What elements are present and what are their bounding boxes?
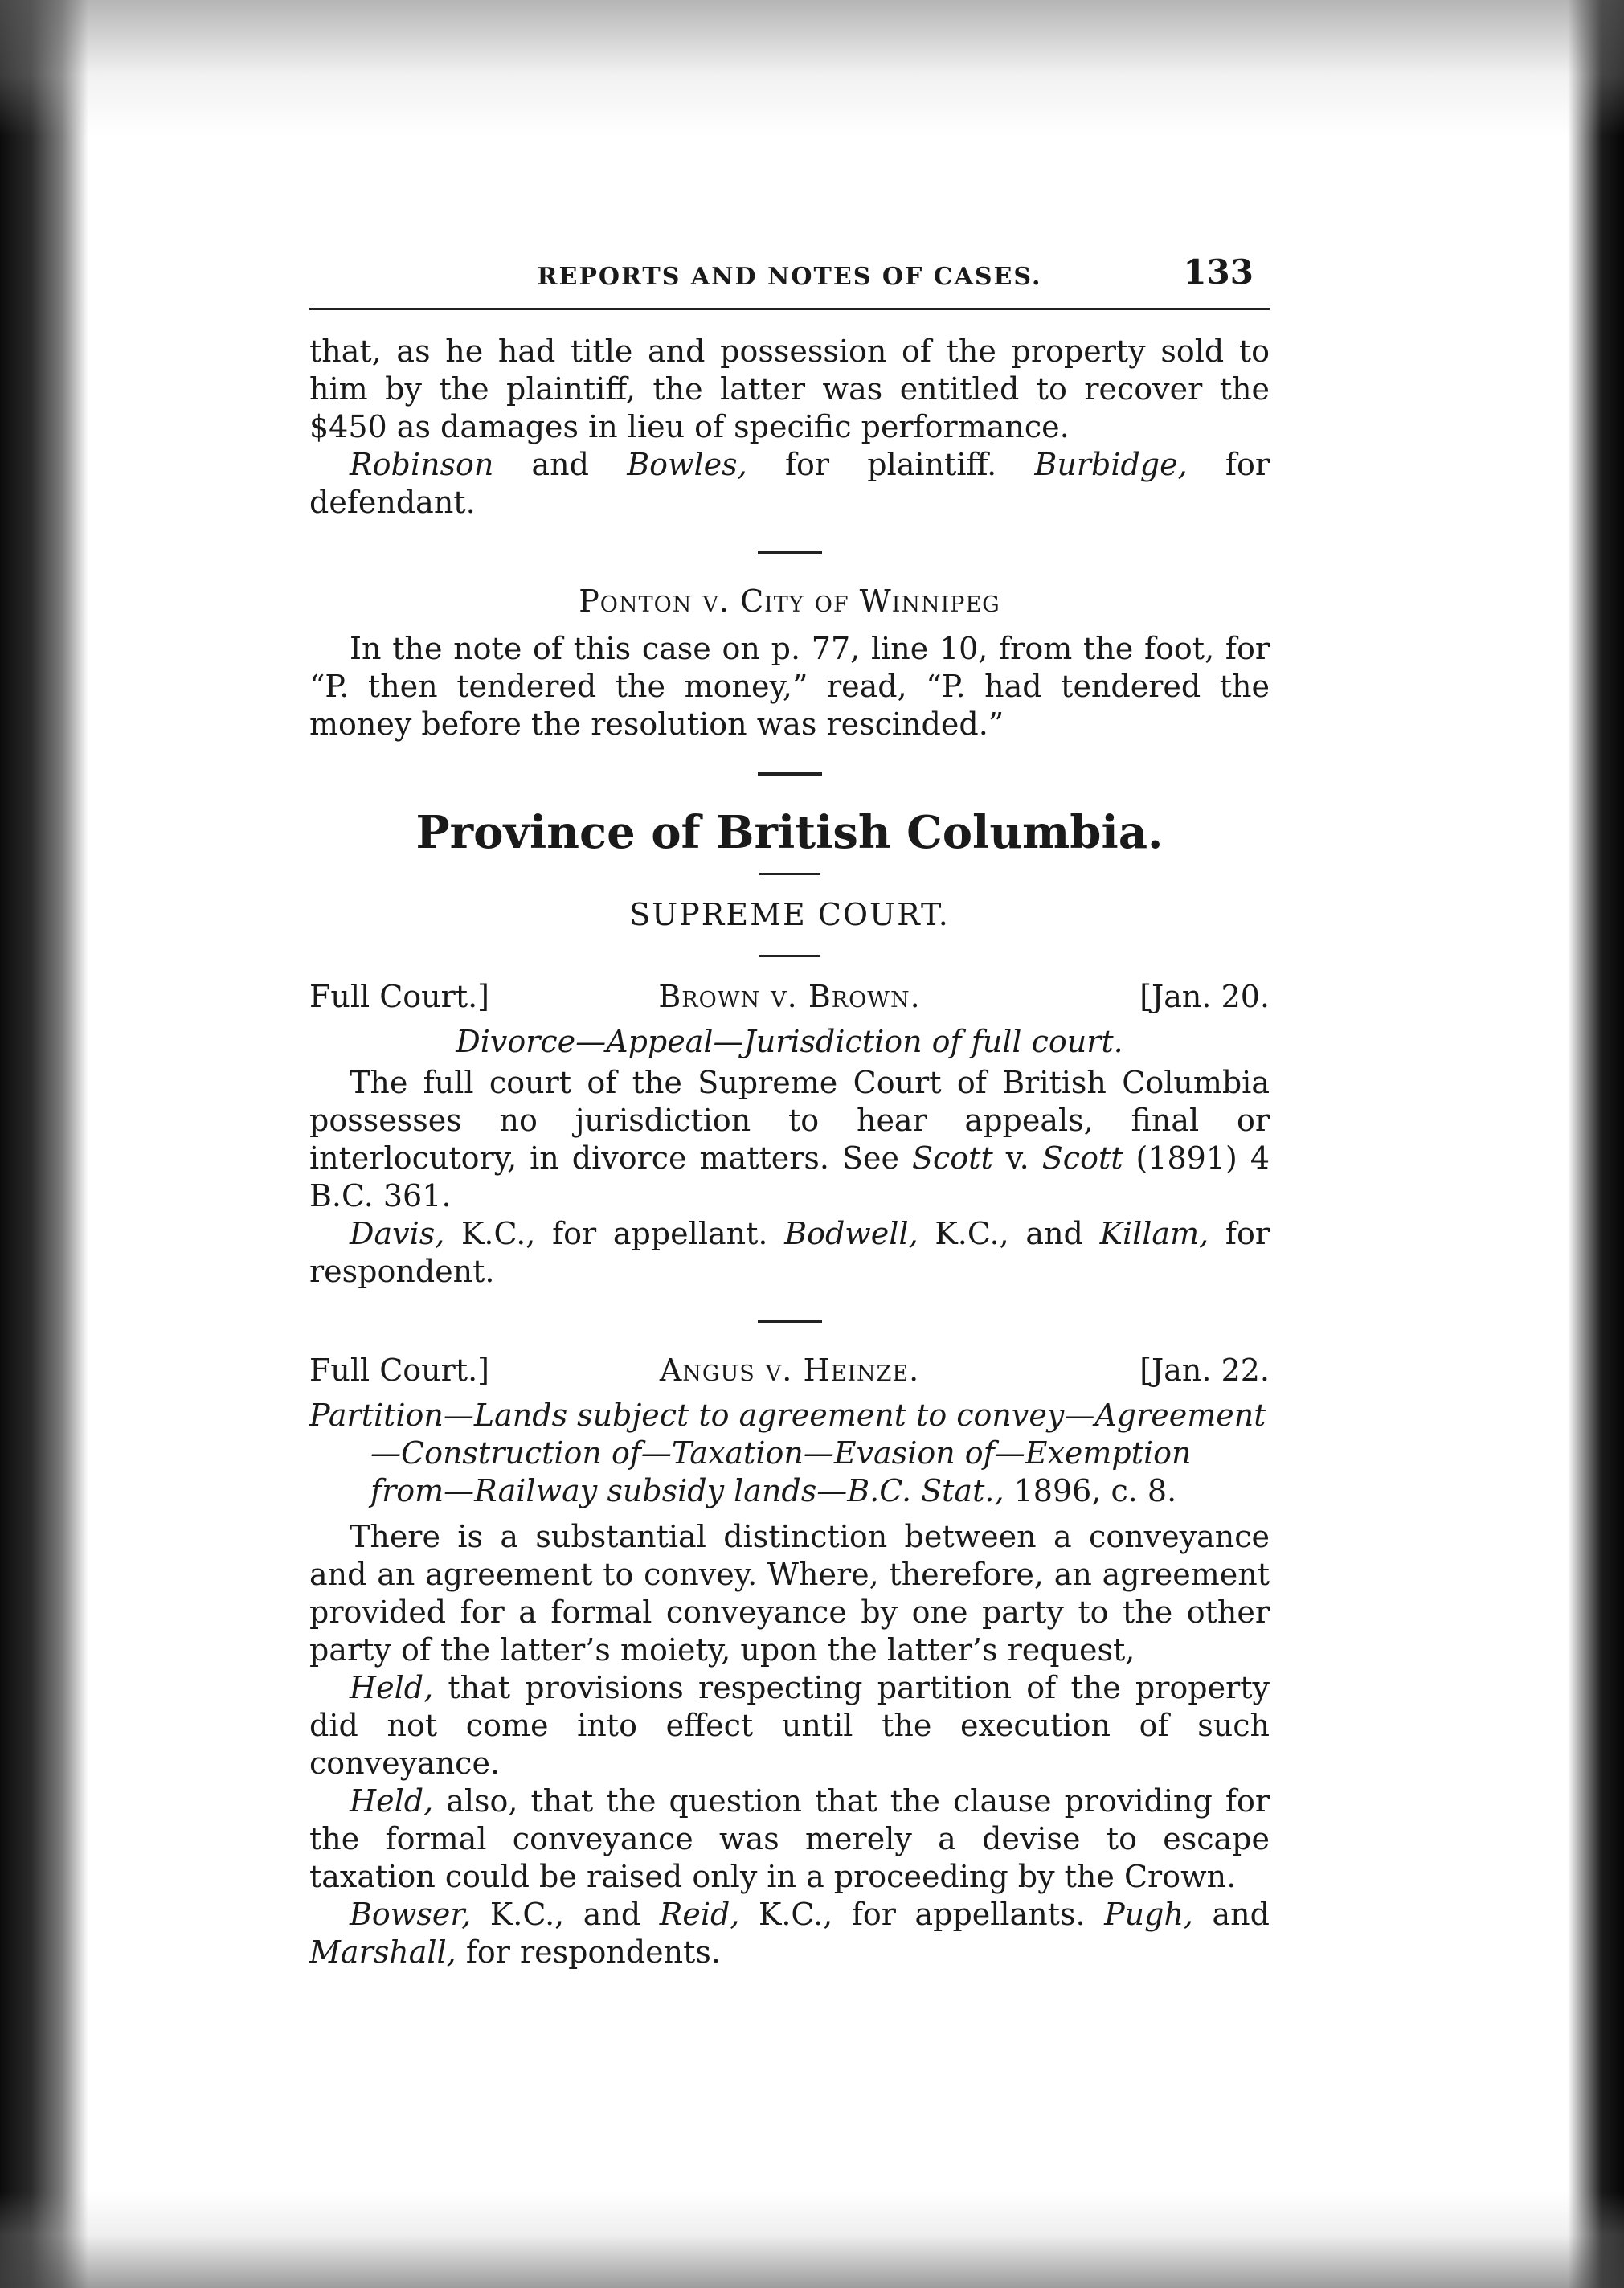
court-label: Full Court.] — [309, 979, 489, 1014]
headnote: Partition—Lands subject to agreement to convey—Agreement—Construction of—Taxation—Evasion of—Exemption from—Railway subsidy lands—B.C. Stat., 1896, c. 8. — [309, 1398, 1266, 1508]
headnote: Divorce—Appeal—Jurisdiction of full court. — [456, 1024, 1123, 1059]
case-name: Angus v. Heinze. — [659, 1353, 920, 1388]
section-divider — [759, 873, 820, 875]
counsel-line: Robinson and Bowles, for plaintiff. Burbidge, for defendant. — [309, 447, 1270, 520]
held-paragraph: Held, that provisions respecting partition of the property did not come into effect until the execution of such conveyance. — [309, 1670, 1270, 1781]
scan-shadow-top — [0, 0, 1624, 137]
page-number: 133 — [1183, 252, 1254, 292]
section-divider — [758, 1320, 822, 1323]
case-date: [Jan. 22. — [1139, 1353, 1270, 1388]
case-title: Ponton v. City of Winnipeg — [579, 583, 1000, 619]
counsel-name: Killam, — [1099, 1216, 1209, 1251]
counsel-name: Davis, — [350, 1216, 445, 1251]
province-heading: Province of British Columbia. — [415, 806, 1164, 859]
held-paragraph: Held, also, that the question that the clause providing for the formal conveyance was merely a devise to escape taxation could be raised only in a proceeding by the Crown. — [309, 1783, 1270, 1894]
court-label: Full Court.] — [309, 1353, 489, 1388]
counsel-name: Pugh, — [1104, 1897, 1193, 1932]
case-date: [Jan. 20. — [1139, 979, 1270, 1014]
court-heading: SUPREME COURT. — [629, 897, 950, 932]
scan-shadow-right — [1568, 0, 1624, 2288]
header-rule — [309, 308, 1270, 310]
section-divider — [758, 551, 822, 554]
counsel-name: Bowser, — [350, 1897, 472, 1932]
counsel-line: Davis, K.C., for appellant. Bodwell, K.C., and Killam, for respondent. — [309, 1216, 1270, 1289]
counsel-name: Bowles, — [627, 447, 747, 482]
scan-shadow-left — [0, 0, 88, 2288]
case-header — [309, 978, 1270, 1018]
page-content — [309, 253, 1270, 1971]
counsel-name: Bodwell, — [784, 1216, 918, 1251]
section-divider — [758, 772, 822, 776]
case-name: Brown v. Brown. — [658, 979, 921, 1014]
case-header — [309, 1352, 1270, 1392]
section-divider — [759, 955, 820, 957]
counsel-name: Reid, — [659, 1897, 740, 1932]
counsel-name: Robinson — [350, 447, 494, 482]
running-head — [309, 253, 1270, 301]
running-head-title: REPORTS AND NOTES OF CASES. — [537, 263, 1042, 291]
correction-note: In the note of this case on p. 77, line 10, from the foot, for “P. then tendered the money,” read, “P. had tendered the money before the resolution was rescinded.” — [309, 631, 1270, 742]
counsel-line: Bowser, K.C., and Reid, K.C., for appellants. Pugh, and Marshall, for respondents. — [309, 1897, 1270, 1970]
case-body: There is a substantial distinction between a conveyance and an agreement to convey. Where, therefore, an agreement provided for a formal conveyance by one party to the other party of the latter’s moiety, upon the latter’s request, — [309, 1519, 1270, 1668]
case-body: The full court of the Supreme Court of British Columbia possesses no jurisdiction to hear appeals, final or interlocutory, in divorce matters. See Scott v. Scott (1891) 4 B.C. 361. — [309, 1065, 1270, 1214]
counsel-name: Burbidge, — [1034, 447, 1188, 482]
scan-shadow-bottom — [0, 2192, 1624, 2288]
counsel-name: Marshall, — [309, 1934, 456, 1970]
continued-paragraph: that, as he had title and possession of the property sold to him by the plaintiff, the latter was entitled to recover the $450 as damages in lieu of specific performance. — [309, 334, 1270, 444]
